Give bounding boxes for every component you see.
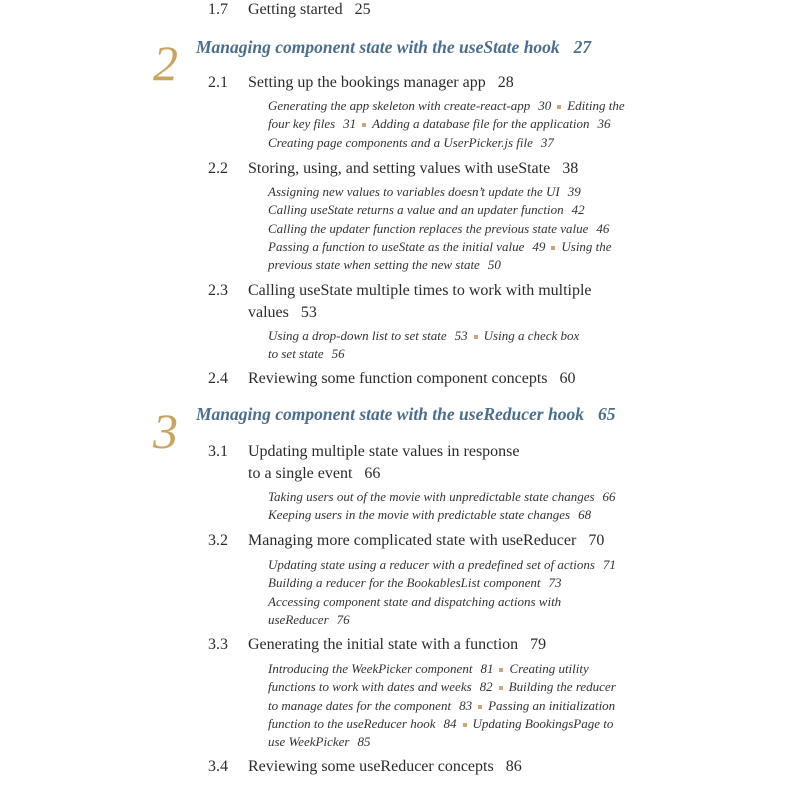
- subsection-title: use WeekPicker: [268, 734, 350, 750]
- section-page: 86: [505, 758, 522, 775]
- section-number: 3.2: [208, 532, 228, 549]
- subsection-page: 83: [459, 697, 473, 713]
- section-page: 53: [300, 304, 317, 321]
- section-title-continued: [208, 463, 520, 485]
- subsection-page: 36: [597, 116, 611, 132]
- subsection-line: [268, 238, 668, 256]
- subsection-page: 85: [357, 734, 371, 750]
- subsection-title: Building the reducer: [508, 679, 616, 695]
- bullet-separator: [551, 246, 555, 250]
- chapter-title: [196, 35, 591, 59]
- section-page: 79: [530, 636, 547, 653]
- section-page: 60: [559, 370, 576, 387]
- subsection-line: [268, 733, 668, 751]
- subsection-line: [268, 201, 668, 219]
- section-title: Storing, using, and setting values with useState: [248, 160, 551, 177]
- subsection-list: [268, 97, 668, 152]
- subsection-page: 84: [443, 715, 457, 731]
- subsection-title: useReducer: [268, 611, 329, 627]
- section-title: Setting up the bookings manager app: [248, 74, 486, 91]
- chapter-number: 3: [153, 403, 178, 459]
- subsection-line: [268, 611, 668, 629]
- subsection-line: [268, 488, 668, 506]
- subsection-title: Editing the: [567, 98, 625, 113]
- subsection-list: [268, 183, 668, 274]
- toc-section-2-4: [208, 368, 575, 390]
- bullet-separator: [499, 668, 503, 672]
- subsection-list: [268, 660, 668, 751]
- section-title: Managing more complicated state with useReducer: [248, 532, 577, 549]
- subsection-title: Updating state using a reducer with a predefined set of actions: [268, 557, 595, 572]
- chapter-number: 2: [153, 35, 178, 91]
- subsection-line: [268, 715, 668, 733]
- subsection-list: [268, 327, 668, 364]
- subsection-page: 49: [532, 238, 546, 254]
- subsection-page: 76: [336, 611, 350, 627]
- subsection-page: 68: [578, 507, 592, 523]
- section-number: 2.2: [208, 160, 228, 177]
- bullet-separator: [499, 686, 503, 690]
- subsection-title: Taking users out of the movie with unpredictable state changes: [268, 489, 595, 504]
- toc-section-3-1: [208, 441, 520, 485]
- subsection-title: Creating utility: [509, 661, 589, 676]
- subsection-title: Adding a database file for the application: [372, 116, 590, 132]
- subsection-page: 30: [538, 98, 552, 113]
- subsection-list: [268, 488, 668, 525]
- subsection-title: Keeping users in the movie with predictable state changes: [268, 507, 571, 523]
- subsection-title: function to the useReducer hook: [268, 715, 436, 731]
- section-page: 66: [364, 465, 381, 482]
- subsection-line: [268, 327, 668, 345]
- section-page: 28: [497, 74, 514, 91]
- chapter-page: 65: [597, 404, 616, 424]
- subsection-page: 42: [571, 202, 585, 218]
- section-number: 3.3: [208, 636, 228, 653]
- toc-section-3-2: [208, 530, 604, 552]
- subsection-line: [268, 97, 668, 115]
- subsection-line: [268, 183, 668, 201]
- subsection-line: [268, 345, 668, 363]
- subsection-page: 39: [567, 184, 581, 199]
- subsection-title: Calling the updater function replaces the previous state value: [268, 220, 589, 236]
- toc-section-2-1: [208, 72, 514, 94]
- section-number: 1.7: [208, 1, 228, 18]
- section-page: 70: [588, 532, 605, 549]
- section-number: 3.1: [208, 443, 228, 460]
- subsection-line: [268, 556, 668, 574]
- subsection-line: [268, 697, 668, 715]
- subsection-page: 81: [480, 661, 494, 676]
- subsection-title: Creating page components and a UserPicker.js file: [268, 134, 533, 150]
- subsection-title: Introducing the WeekPicker component: [268, 661, 473, 676]
- bullet-separator: [362, 123, 366, 127]
- subsection-line: [268, 220, 668, 238]
- subsection-title: Passing a function to useState as the initial value: [268, 238, 525, 254]
- chapter-title-text: Managing component state with the useReducer hook: [196, 404, 584, 424]
- subsection-page: 50: [487, 257, 501, 273]
- subsection-page: 66: [602, 489, 616, 504]
- section-page: 38: [562, 160, 579, 177]
- subsection-line: [268, 678, 668, 696]
- chapter-title: [196, 402, 615, 426]
- subsection-page: 53: [454, 328, 468, 343]
- toc-section-2-3: [208, 280, 592, 324]
- subsection-title: Using a drop-down list to set state: [268, 328, 447, 343]
- section-title: Getting started: [248, 1, 343, 18]
- section-title: Generating the initial state with a function: [248, 636, 519, 653]
- subsection-title: previous state when setting the new state: [268, 257, 480, 273]
- subsection-title: Generating the app skeleton with create-react-app: [268, 98, 531, 113]
- bullet-separator: [557, 105, 561, 109]
- subsection-title: Passing an initialization: [488, 697, 616, 713]
- subsection-title: Calling useState returns a value and an updater function: [268, 202, 564, 218]
- subsection-title: to manage dates for the component: [268, 697, 452, 713]
- subsection-page: 73: [548, 575, 562, 591]
- section-number: 3.4: [208, 758, 228, 775]
- subsection-page: 31: [343, 116, 357, 132]
- toc-section-3-3: [208, 634, 546, 656]
- section-number: 2.1: [208, 74, 228, 91]
- subsection-title: Updating BookingsPage to: [472, 715, 614, 731]
- bullet-separator: [463, 723, 467, 727]
- section-title: Calling useState multiple times to work with multiple: [248, 282, 592, 299]
- chapter-title-text: Managing component state with the useState hook: [196, 37, 560, 57]
- toc-section-3-4: [208, 756, 522, 778]
- subsection-page: 56: [331, 346, 345, 362]
- subsection-title: Building a reducer for the BookablesList component: [268, 575, 541, 591]
- subsection-line: [268, 593, 668, 611]
- subsection-line: [268, 115, 668, 133]
- section-number: 2.4: [208, 370, 228, 387]
- chapter-page: 27: [573, 37, 592, 57]
- subsection-line: [268, 134, 668, 152]
- subsection-title: Accessing component state and dispatching actions with: [268, 593, 562, 609]
- subsection-page: 82: [479, 679, 493, 695]
- subsection-title: Assigning new values to variables doesn’t update the UI: [268, 184, 560, 199]
- section-number: 2.3: [208, 282, 228, 299]
- section-title: Reviewing some function component concepts: [248, 370, 548, 387]
- subsection-line: [268, 574, 668, 592]
- subsection-page: 37: [540, 134, 554, 150]
- subsection-line: [268, 506, 668, 524]
- toc-section-1-7: [208, 0, 371, 21]
- section-title-line2: to a single event: [248, 465, 353, 482]
- subsection-title: four key files: [268, 116, 336, 132]
- section-title-continued: [208, 302, 592, 324]
- subsection-title: to set state: [268, 346, 324, 362]
- subsection-page: 46: [596, 220, 610, 236]
- subsection-page: 71: [602, 557, 616, 572]
- subsection-title: Using a check box: [483, 328, 580, 343]
- section-title-line2: values: [248, 304, 289, 321]
- subsection-line: [268, 660, 668, 678]
- subsection-line: [268, 256, 668, 274]
- subsection-list: [268, 556, 668, 629]
- subsection-title: Using the: [561, 238, 612, 254]
- section-title: Updating multiple state values in response: [248, 443, 520, 460]
- toc-section-2-2: [208, 158, 578, 180]
- bullet-separator: [478, 705, 482, 709]
- bullet-separator: [474, 335, 478, 339]
- subsection-title: functions to work with dates and weeks: [268, 679, 472, 695]
- section-page: 25: [354, 1, 371, 18]
- section-title: Reviewing some useReducer concepts: [248, 758, 494, 775]
